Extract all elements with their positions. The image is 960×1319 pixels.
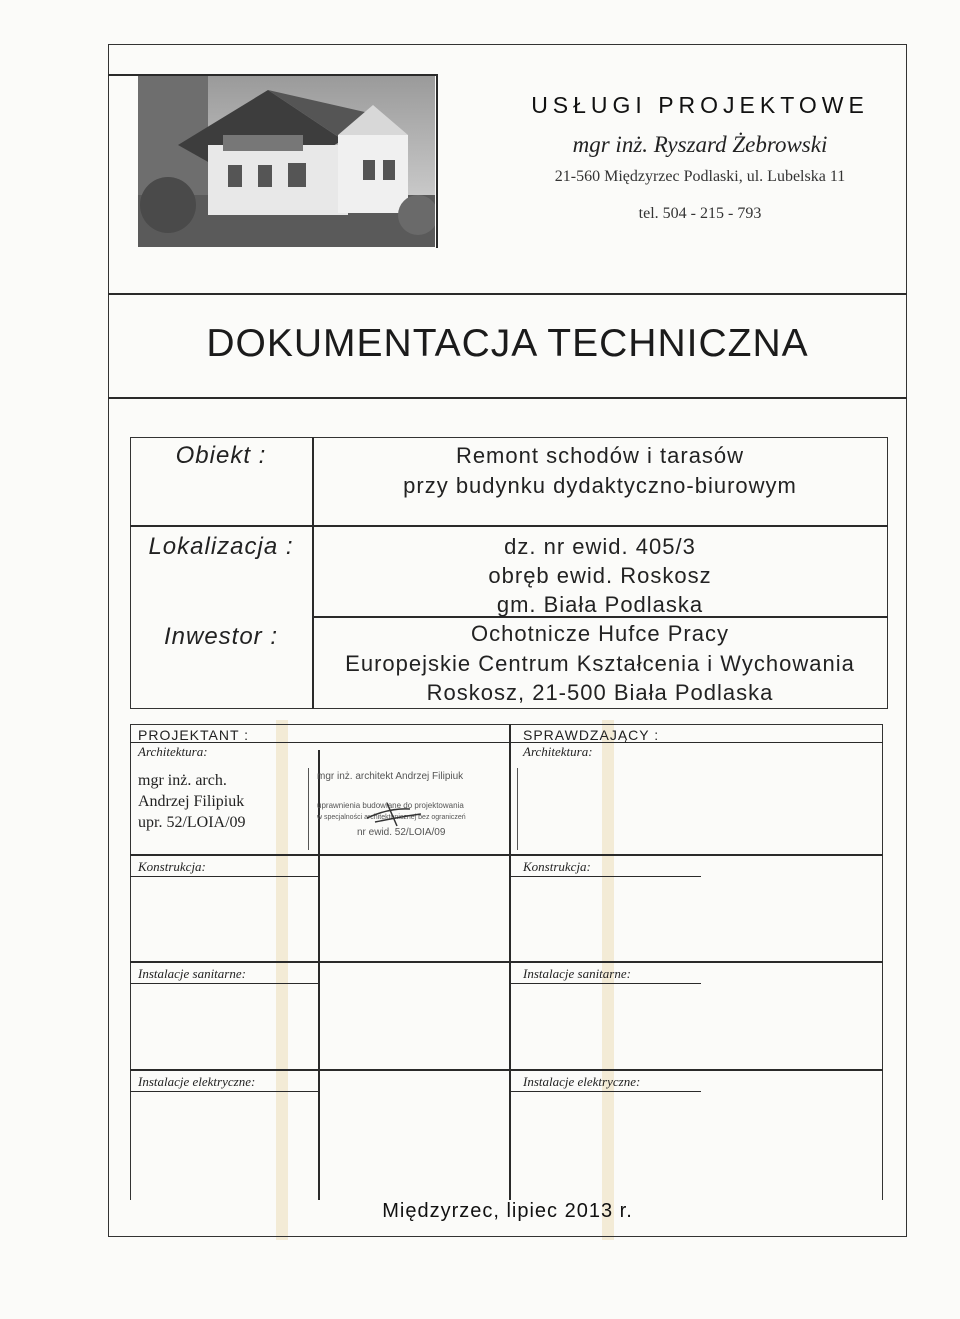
signature [365, 800, 425, 830]
investor-line: Europejskie Centrum Kształcenia i Wychowania [345, 651, 855, 676]
checker-sanitary-label: Instalacje sanitarne: [523, 966, 631, 981]
investor-line: Roskosz, 21-500 Biała Podlaska [426, 680, 774, 705]
stamp-line: mgr inż. architekt Andrzej Filipiuk [317, 771, 464, 782]
checker-heading: SPRAWDZAJĄCY : [523, 727, 660, 743]
place-date: Międzyrzec, lipiec 2013 r. [382, 1200, 633, 1222]
stamp-line: w specjalności architektonicznej bez ograniczeń [317, 814, 466, 821]
location-line: obręb ewid. Roskosz [488, 563, 712, 588]
designer-license: upr. 52/LOIA/09 [138, 814, 246, 831]
stamp-line: uprawnienia budowlane do projektowania [317, 801, 464, 810]
location-label: Lokalizacja : [148, 533, 294, 560]
company-name: USŁUGI PROJEKTOWE [531, 92, 869, 118]
object-label: Obiekt : [175, 442, 267, 469]
location-line: dz. nr ewid. 405/3 [504, 534, 696, 559]
designer-architecture-label: Architektura: [138, 744, 208, 759]
location-line: gm. Biała Podlaska [496, 592, 704, 617]
designer-sanitary-label: Instalacje sanitarne: [138, 966, 246, 981]
designer-title: mgr inż. arch. [138, 772, 227, 789]
document-title: DOKUMENTACJA TECHNICZNA [206, 322, 809, 365]
house-photo [138, 75, 435, 247]
checker-construction-label: Konstrukcja: [523, 859, 591, 874]
checker-architecture-label: Architektura: [523, 744, 593, 759]
designer-electrical-label: Instalacje elektryczne: [138, 1074, 256, 1089]
investor-line: Ochotnicze Hufce Pracy [471, 621, 729, 646]
object-line: Remont schodów i tarasów [455, 443, 745, 468]
checker-electrical-label: Instalacje elektryczne: [523, 1074, 641, 1089]
designer-name: Andrzej Filipiuk [138, 793, 245, 810]
company-address: 21-560 Międzyrzec Podlaski, ul. Lubelska 11 [554, 168, 846, 185]
company-phone: tel. 504 - 215 - 793 [638, 205, 762, 222]
designer-heading: PROJEKTANT : [138, 727, 250, 743]
object-line: przy budynku dydaktyczno-biurowym [403, 473, 797, 498]
owner-name: mgr inż. Ryszard Żebrowski [572, 132, 828, 157]
investor-label: Inwestor : [163, 623, 279, 650]
stamp-line: nr ewid. 52/LOIA/09 [357, 827, 446, 838]
designer-construction-label: Konstrukcja: [138, 859, 206, 874]
